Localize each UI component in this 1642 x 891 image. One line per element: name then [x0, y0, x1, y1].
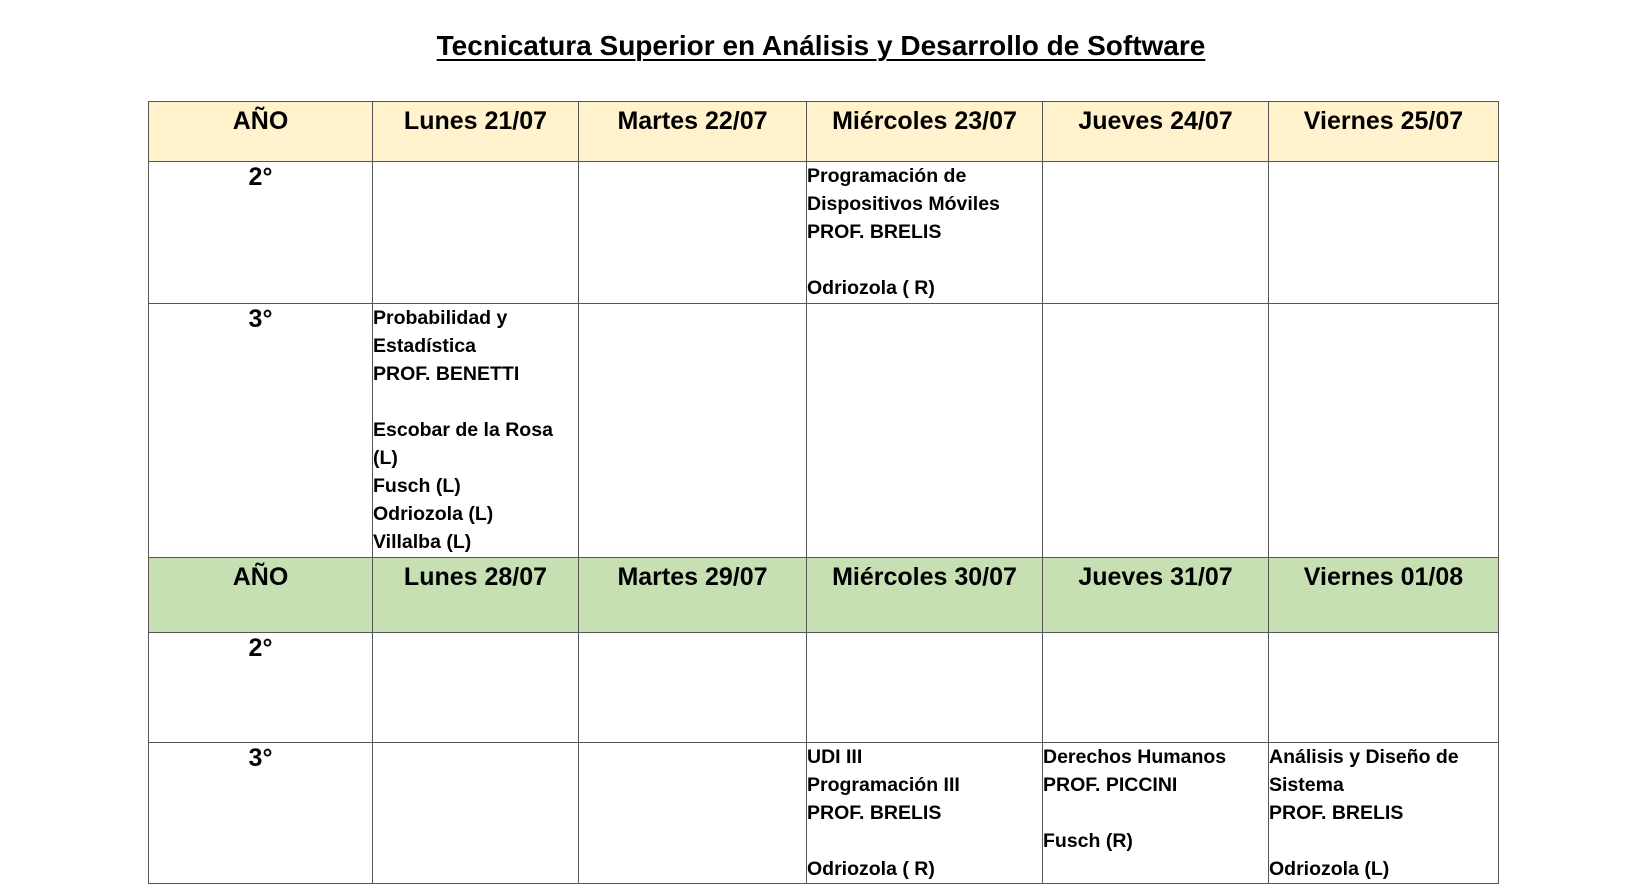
subject-line: Derechos Humanos [1043, 746, 1227, 768]
subject-line: Programación de [807, 165, 967, 187]
subject-line: Análisis y Diseño de [1269, 746, 1459, 768]
header-year: AÑO [149, 558, 373, 633]
student-name: Fusch (L) [373, 475, 461, 497]
student-name: Odriozola (L) [373, 503, 494, 525]
student-name: Odriozola ( R) [807, 858, 935, 880]
exam-cell [807, 162, 1043, 304]
exam-schedule-table [148, 101, 1499, 884]
professor-name: PROF. BRELIS [807, 802, 942, 824]
header-martes: Martes 29/07 [579, 558, 807, 633]
empty-cell [807, 633, 1043, 743]
year-cell: 3° [149, 304, 373, 558]
student-name: (L) [373, 447, 398, 469]
student-name: Odriozola (L) [1269, 858, 1390, 880]
header-lunes: Lunes 28/07 [373, 558, 579, 633]
document-title [0, 28, 1642, 64]
empty-cell [1043, 162, 1269, 304]
empty-cell [1269, 304, 1499, 558]
header-viernes: Viernes 01/08 [1269, 558, 1499, 633]
empty-cell [373, 633, 579, 743]
student-name: Fusch (R) [1043, 830, 1133, 852]
empty-cell [1043, 633, 1269, 743]
empty-cell [579, 162, 807, 304]
year-cell: 3° [149, 743, 373, 884]
exam-cell [1043, 743, 1269, 884]
year-cell: 2° [149, 633, 373, 743]
exam-cell [373, 304, 579, 558]
student-name: Villalba (L) [373, 531, 472, 553]
header-jueves: Jueves 31/07 [1043, 558, 1269, 633]
subject-line: Sistema [1269, 774, 1344, 796]
empty-cell [579, 743, 807, 884]
week1-row-2 [149, 162, 1499, 304]
empty-cell [1269, 633, 1499, 743]
week1-row-3 [149, 304, 1499, 558]
subject-line: Programación III [807, 774, 960, 796]
empty-cell [373, 162, 579, 304]
header-year: AÑO [149, 102, 373, 162]
professor-name: PROF. BRELIS [1269, 802, 1404, 824]
subject-line: Probabilidad y [373, 307, 508, 329]
subject-line: UDI III [807, 746, 863, 768]
week1-header-row [149, 102, 1499, 162]
header-jueves: Jueves 24/07 [1043, 102, 1269, 162]
document-title-text: Tecnicatura Superior en Análisis y Desarrollo de Software [436, 30, 1206, 61]
header-miercoles: Miércoles 23/07 [807, 102, 1043, 162]
empty-cell [1043, 304, 1269, 558]
year-cell: 2° [149, 162, 373, 304]
week2-row-2 [149, 633, 1499, 743]
empty-cell [1269, 162, 1499, 304]
exam-cell [1269, 743, 1499, 884]
header-miercoles: Miércoles 30/07 [807, 558, 1043, 633]
professor-name: PROF. BRELIS [807, 221, 942, 243]
week2-row-3 [149, 743, 1499, 884]
header-lunes: Lunes 21/07 [373, 102, 579, 162]
empty-cell [579, 304, 807, 558]
exam-cell [807, 743, 1043, 884]
empty-cell [807, 304, 1043, 558]
student-name: Odriozola ( R) [807, 277, 935, 299]
empty-cell [373, 743, 579, 884]
empty-cell [579, 633, 807, 743]
header-viernes: Viernes 25/07 [1269, 102, 1499, 162]
professor-name: PROF. PICCINI [1043, 774, 1178, 796]
week2-header-row [149, 558, 1499, 633]
professor-name: PROF. BENETTI [373, 363, 520, 385]
subject-line: Estadística [373, 335, 476, 357]
student-name: Escobar de la Rosa [373, 419, 553, 441]
header-martes: Martes 22/07 [579, 102, 807, 162]
subject-line: Dispositivos Móviles [807, 193, 1000, 215]
